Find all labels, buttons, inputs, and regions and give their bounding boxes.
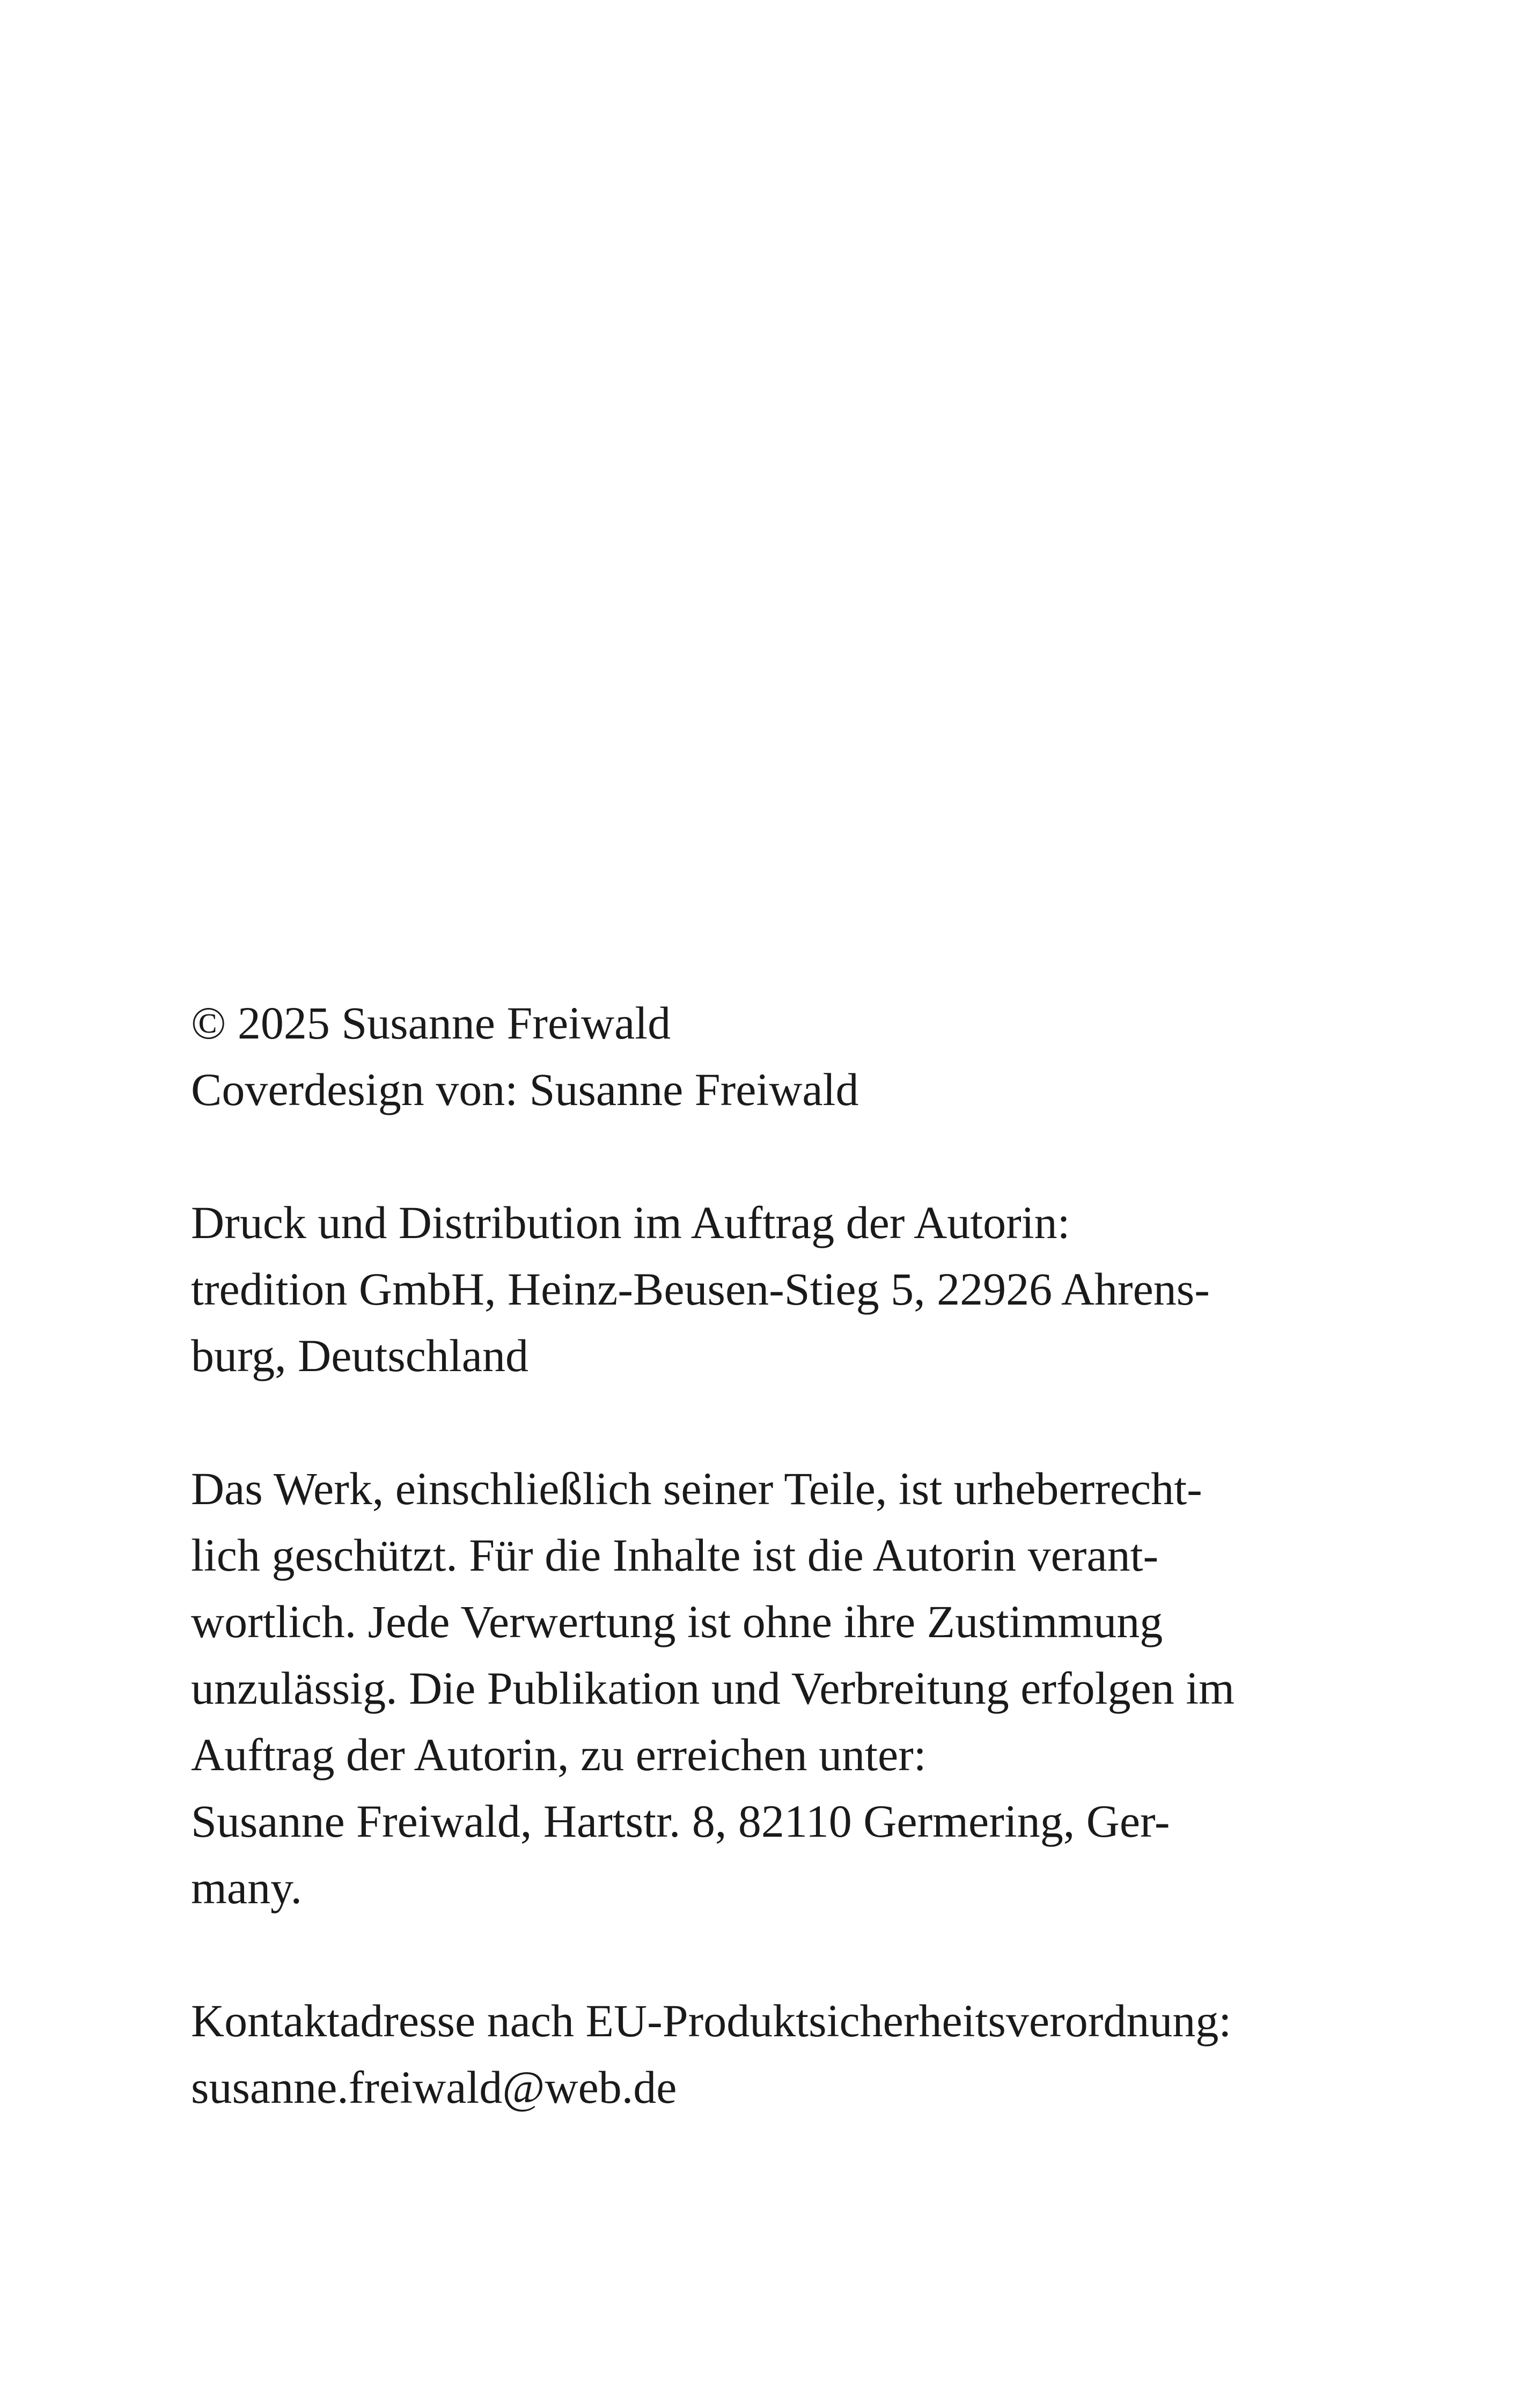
contact-block (191, 1987, 1371, 2120)
imprint-text (191, 990, 1371, 2120)
author-address-line-continued: many. (191, 1862, 302, 1913)
printer-address-line: tredition GmbH, Heinz-Beusen-Stieg 5, 22926 Ahrens- (191, 1263, 1210, 1315)
rights-line: lich geschützt. Für die Inhalte ist die Autorin verant- (191, 1529, 1159, 1581)
paragraph-spacer (191, 1921, 1371, 1987)
rights-line: unzulässig. Die Publikation und Verbreitung erfolgen im (191, 1662, 1235, 1714)
paragraph-spacer (191, 1389, 1371, 1455)
paragraph-spacer (191, 1123, 1371, 1189)
printing-block (191, 1189, 1371, 1389)
rights-line: Das Werk, einschließlich seiner Teile, ist urheberrecht- (191, 1463, 1202, 1514)
author-address-line: Susanne Freiwald, Hartstr. 8, 82110 Germering, Ger- (191, 1795, 1170, 1847)
contact-email: susanne.freiwald@web.de (191, 2061, 677, 2113)
rights-block (191, 1455, 1371, 1921)
cover-design-line: Coverdesign von: Susanne Freiwald (191, 1064, 859, 1115)
rights-line: wortlich. Jede Verwertung ist ohne ihre Zustimmung (191, 1596, 1163, 1647)
printer-address-line-continued: burg, Deutschland (191, 1330, 528, 1381)
printing-heading-line: Druck und Distribution im Auftrag der Autorin: (191, 1197, 1070, 1248)
contact-heading-line: Kontaktadresse nach EU-Produktsicherheitsverordnung: (191, 1995, 1232, 2046)
copyright-line: © 2025 Susanne Freiwald (191, 997, 671, 1049)
copyright-block (191, 990, 1371, 1123)
rights-line: Auftrag der Autorin, zu erreichen unter: (191, 1729, 927, 1780)
